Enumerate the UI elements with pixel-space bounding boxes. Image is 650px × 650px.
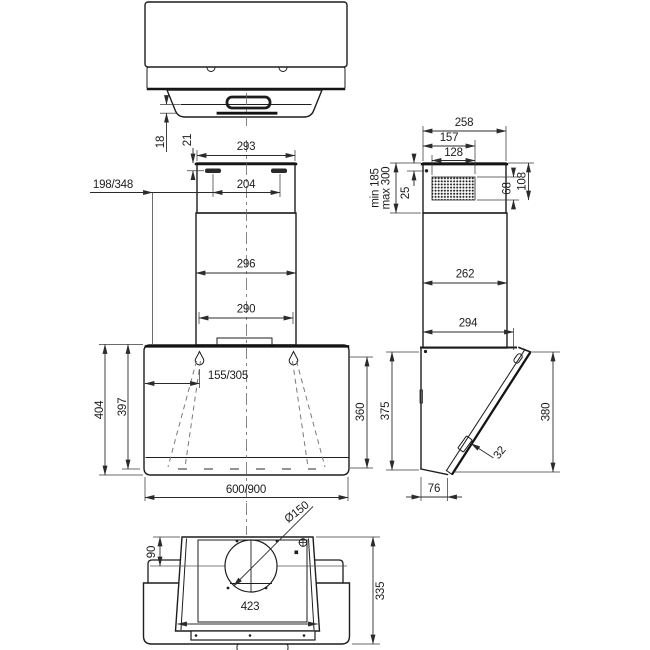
- glass-handle: [513, 353, 523, 364]
- exhaust-grille: [432, 177, 475, 200]
- dim-bottom-76: 76: [427, 483, 441, 495]
- dim-grille-68: 68: [501, 182, 514, 195]
- dim-hole-spacing-204: 204: [236, 179, 256, 191]
- top-view-vent-slot: [227, 97, 270, 108]
- dim-chimney-mid-296: 296: [236, 258, 256, 271]
- dim-depth-258: 258: [454, 117, 474, 129]
- dim-outlet-157: 157: [439, 132, 459, 144]
- dim-chimney-min-185: min 185: [369, 168, 382, 208]
- chimney-slot-left: [205, 169, 221, 174]
- dim-duct-offset-90: 90: [146, 545, 159, 559]
- bottom-view: [144, 499, 388, 650]
- dim-height-397: 397: [117, 397, 130, 417]
- dim-outlet-128: 128: [444, 147, 463, 159]
- dim-glass-380: 380: [540, 402, 553, 422]
- front-view: [90, 134, 373, 502]
- dim-grille-108: 108: [516, 172, 529, 191]
- bottom-canopy-band: [191, 631, 315, 640]
- chimney-slot-right: [271, 169, 287, 174]
- dim-glass-32: 32: [491, 444, 509, 462]
- top-view-body-band: [147, 67, 345, 89]
- screw-notch-left: [207, 68, 215, 72]
- dim-opening-423: 423: [240, 601, 260, 613]
- dim-mount-offset-155-305: 155/305: [207, 370, 249, 382]
- side-view: [370, 117, 560, 501]
- dim-wall-distance-198-348: 198/348: [92, 179, 134, 191]
- top-view-glass-panel: [145, 2, 347, 67]
- front-chimney-lower: [196, 213, 296, 345]
- dim-height-360: 360: [355, 402, 368, 422]
- top-view: [145, 2, 347, 152]
- screw-hole-top: [425, 169, 428, 172]
- dim-depth-335: 335: [375, 581, 388, 601]
- glass-clamp: [458, 436, 472, 452]
- screw-hole-body: [424, 350, 427, 353]
- dim-chimney-max-300: max 300: [380, 166, 393, 210]
- dim-offset-25: 25: [400, 186, 413, 200]
- dim-width-600-900: 600/900: [225, 484, 267, 496]
- dim-height-375: 375: [380, 401, 393, 421]
- dim-height-404: 404: [94, 400, 107, 420]
- dim-depth-262: 262: [455, 268, 475, 281]
- bottom-front-strip: [237, 644, 288, 650]
- screw-notch-right: [279, 68, 287, 72]
- dim-top-overhang-18: 18: [155, 135, 168, 149]
- dim-depth-294: 294: [458, 317, 478, 330]
- glass-panel-inner: [447, 350, 526, 471]
- dim-duct-diameter-150: Ø150: [282, 499, 312, 526]
- dim-chimney-inner-290: 290: [236, 303, 256, 316]
- dim-chimney-top-width-293: 293: [236, 141, 256, 153]
- dim-chimney-offset-21: 21: [182, 133, 195, 147]
